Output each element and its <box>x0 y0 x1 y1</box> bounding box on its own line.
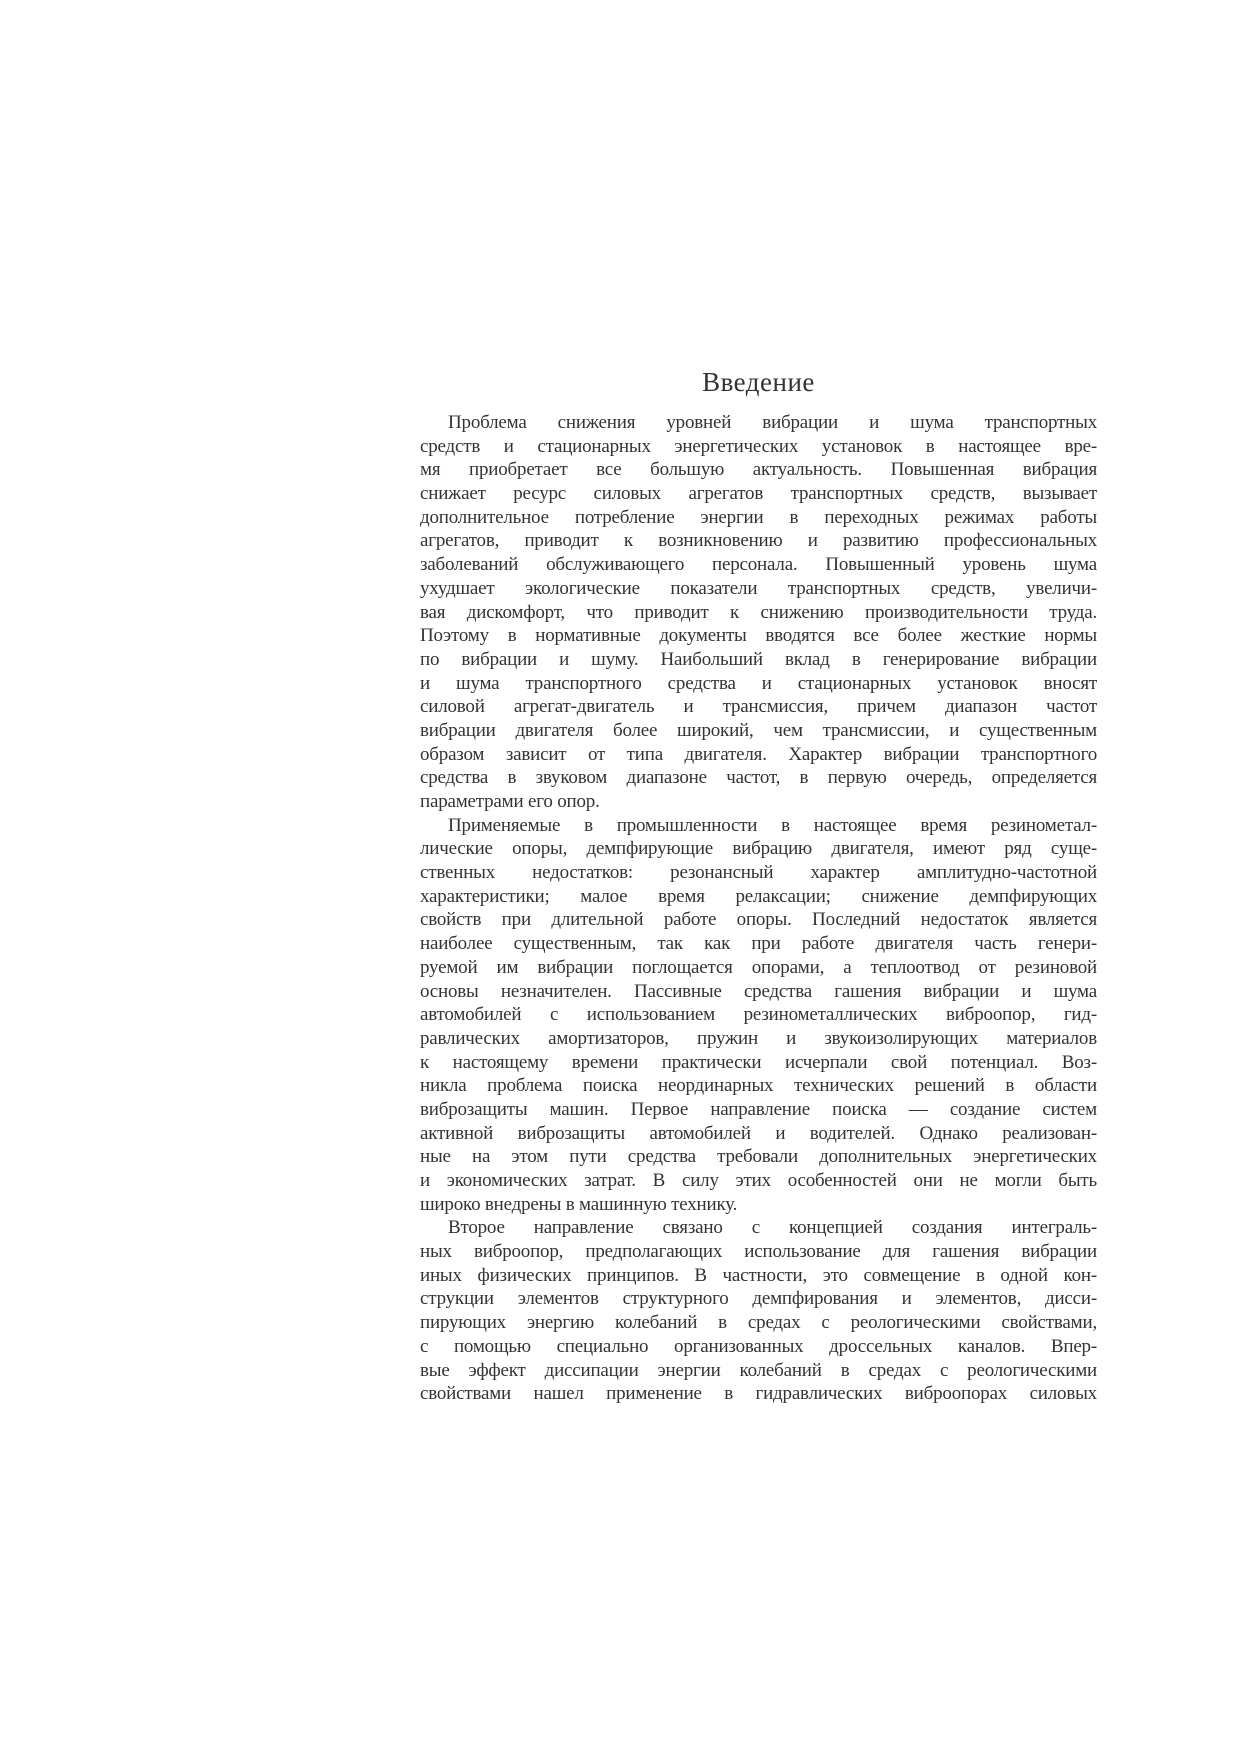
text-line: ухудшает экологические показатели транспортных средств, увеличи- <box>420 577 1097 599</box>
text-line: свойств при длительной работе опоры. Последний недостаток является <box>420 909 1097 931</box>
text-line: ные на этом пути средства требовали дополнительных энергетических <box>420 1146 1097 1168</box>
text-line: и шума транспортного средства и стационарных установок вносят <box>420 672 1097 694</box>
text-line: дополнительное потребление энергии в переходных режимах работы <box>420 506 1097 528</box>
text-line: к настоящему времени практически исчерпали свой потенциал. Воз- <box>420 1051 1097 1073</box>
text-line: автомобилей с использованием резинометаллических виброопор, гид- <box>420 1004 1097 1026</box>
paragraph <box>420 411 1097 814</box>
text-line: Проблема снижения уровней вибрации и шума транспортных <box>448 412 1097 433</box>
text-line: иных физических принципов. В частности, это совмещение в одной кон- <box>420 1264 1097 1286</box>
text-line: никла проблема поиска неординарных технических решений в области <box>420 1075 1097 1097</box>
text-line: агрегатов, приводит к возникновению и развитию профессиональных <box>420 530 1097 552</box>
text-line: наиболее существенным, так как при работе двигателя часть генери- <box>420 933 1097 955</box>
paragraph <box>420 814 1097 1217</box>
text-line: пирующих энергию колебаний в средах с реологическими свойствами, <box>420 1312 1097 1334</box>
text-line: с помощью специально организованных дроссельных каналов. Впер- <box>420 1335 1097 1357</box>
text-line: снижает ресурс силовых агрегатов транспортных средств, вызывает <box>420 483 1097 505</box>
text-line: широко внедрены в машинную технику. <box>420 1193 738 1215</box>
text-line: виброзащиты машин. Первое направление поиска — создание систем <box>420 1098 1097 1120</box>
text-line: и экономических затрат. В силу этих особенностей они не могли быть <box>420 1170 1097 1191</box>
text-line: ственных недостатков: резонансный характер амплитудно-частотной <box>420 862 1097 884</box>
text-line: струкции элементов структурного демпфирования и элементов, дисси- <box>420 1288 1097 1310</box>
text-line: свойствами нашел применение в гидравлических виброопорах силовых <box>420 1383 1097 1405</box>
text-line: Применяемые в промышленности в настоящее время резинометал- <box>448 814 1097 836</box>
text-line: основы незначителен. Пассивные средства гашения вибрации и шума <box>420 980 1097 1002</box>
text-line: руемой им вибрации поглощается опорами, а теплоотвод от резиновой <box>420 956 1097 978</box>
text-line: активной виброзащиты автомобилей и водителей. Однако реализован- <box>420 1122 1097 1144</box>
text-line: параметрами его опор. <box>420 791 600 812</box>
text-line: вибрации двигателя более широкий, чем трансмиссии, и существенным <box>420 719 1097 741</box>
text-line: равлических амортизаторов, пружин и звукоизолирующих материалов <box>420 1027 1097 1049</box>
text-line: силовой агрегат-двигатель и трансмиссия, причем диапазон частот <box>420 696 1097 718</box>
paragraph <box>420 1216 1097 1406</box>
text-line: лические опоры, демпфирующие вибрацию двигателя, имеют ряд суще- <box>420 838 1097 860</box>
text-line: средства в звуковом диапазоне частот, в первую очередь, определяется <box>420 767 1097 789</box>
paragraphs-container <box>420 411 1097 1406</box>
text-line: характеристики; малое время релаксации; снижение демпфирующих <box>420 885 1097 907</box>
text-line: заболеваний обслуживающего персонала. Повышенный уровень шума <box>420 554 1097 576</box>
text-line: по вибрации и шуму. Наибольший вклад в генерирование вибрации <box>420 648 1097 670</box>
text-line: Второе направление связано с концепцией создания интеграль- <box>448 1217 1097 1239</box>
text-line: вая дискомфорт, что приводит к снижению производительности труда. <box>420 601 1097 623</box>
text-line: ных виброопор, предполагающих использование для гашения вибрации <box>420 1241 1097 1263</box>
text-line: мя приобретает все большую актуальность. Повышенная вибрация <box>420 459 1097 481</box>
text-line: средств и стационарных энергетических установок в настоящее вре- <box>420 435 1097 457</box>
text-block <box>420 366 1097 1406</box>
text-line: образом зависит от типа двигателя. Характер вибрации транспортного <box>420 743 1097 765</box>
text-line: Поэтому в нормативные документы вводятся все более жесткие нормы <box>420 625 1097 647</box>
page-title: Введение <box>702 367 815 397</box>
text-line: вые эффект диссипации энергии колебаний в средах с реологическими <box>420 1359 1097 1381</box>
